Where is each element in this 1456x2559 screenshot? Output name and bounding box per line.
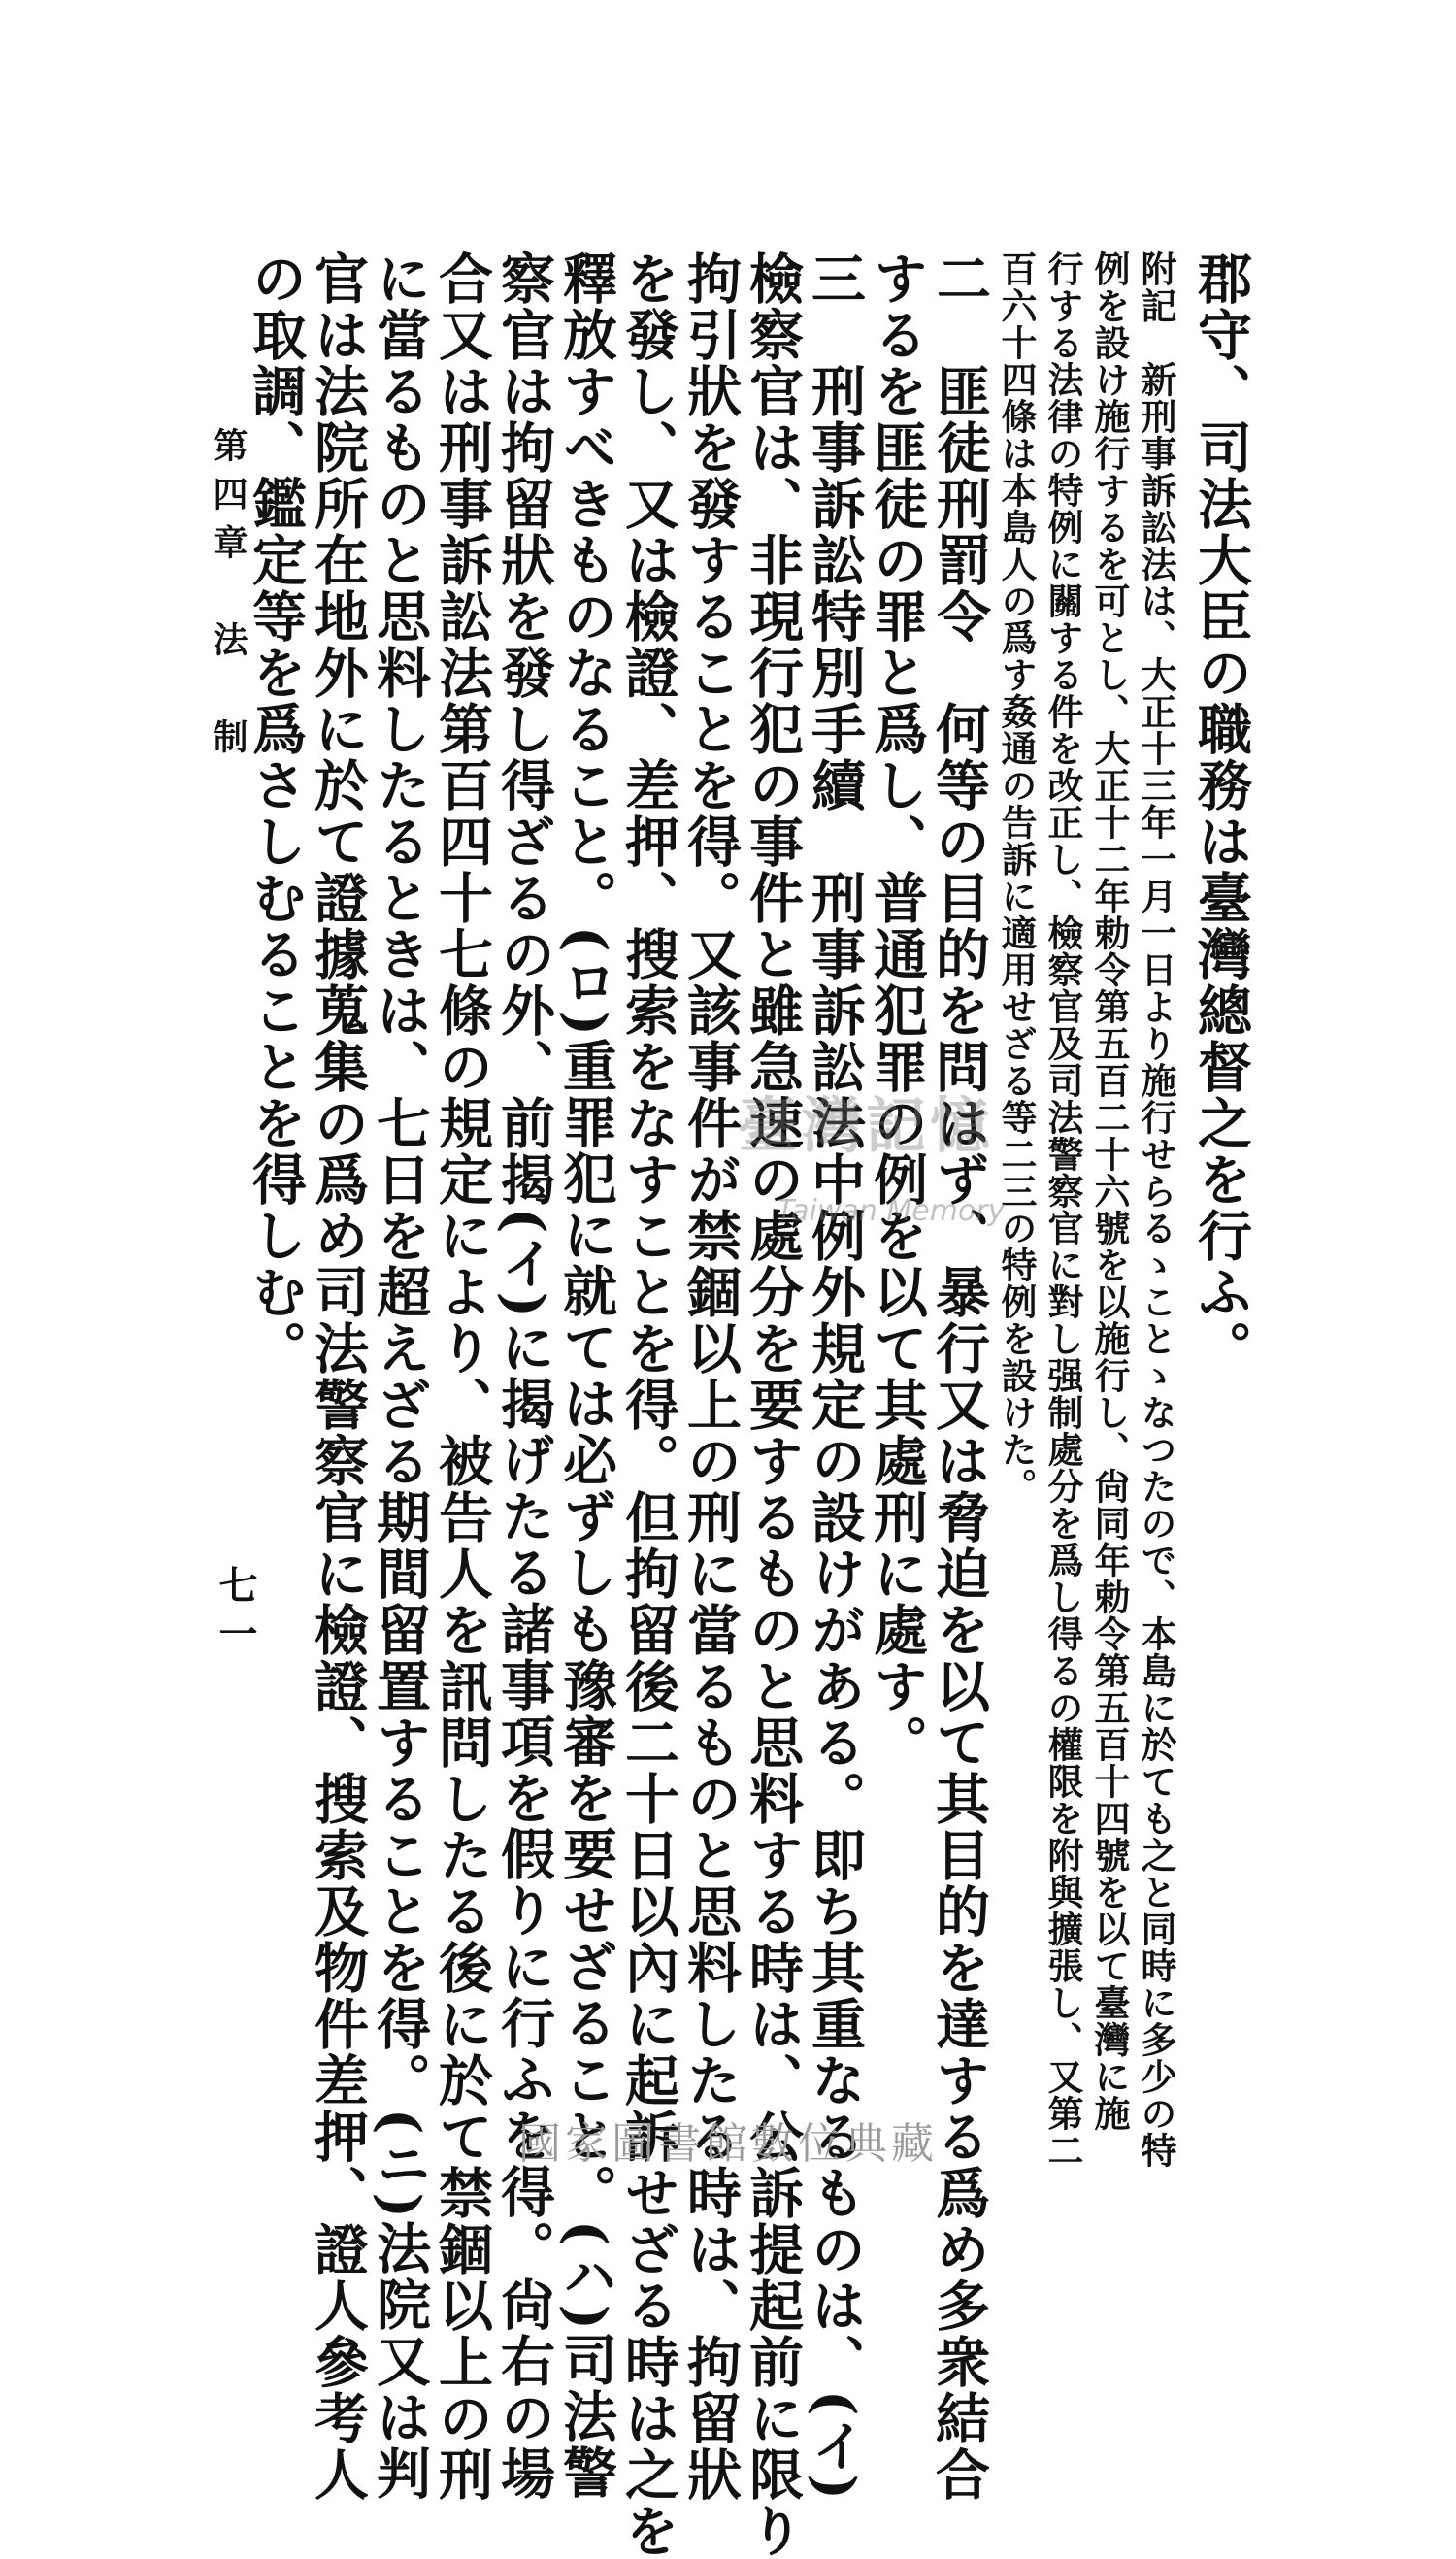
body-line-7: 釋放すべきものなること。(ロ)重罪犯に就ては必ずしも豫審を要せざること。(ハ)司法警 xyxy=(554,250,618,2501)
page-number: 七一 xyxy=(213,1565,258,1662)
body-line-6: を發し、又は檢證、差押、搜索をなすことを得。但拘留後二十日以內に起訴せざる時は之を xyxy=(616,250,680,2559)
body-line-9: 合又は刑事訴訟法第百四十七條の規定により、被告人を訊問したる後に於て禁錮以上の刑 xyxy=(430,250,494,2503)
body-line-5: 拘引狀を發することを得。又該事件が禁錮以上の刑に當るものと思料したる時は、拘留狀 xyxy=(678,250,743,2503)
running-head: 第四章 法 制 xyxy=(208,427,248,767)
body-line-10: に當るものと思料したるときは、七日を超えざる期間留置することを得。(ニ)法院又は判 xyxy=(368,250,432,2502)
section3-line-1: 三 刑事訴訟特別手續 刑事訴訟法中例外規定の設けがある。即ち其重なるものは、(イ) xyxy=(803,250,867,2502)
footer-credit: 國家圖書館數位典藏 xyxy=(518,2119,938,2169)
note-line-3: 行する法律の特例に關する件を改正し、檢察官及司法警察官に對し强制處分を爲し得るの權限を附與擴張し、又第二 xyxy=(1042,250,1084,2169)
note-line-2: 例を設け施行するを可とし、大正十二年勅令第五百二十六號を以施行し、尙同年勅令第五百十四號を以て臺灣に施 xyxy=(1088,250,1131,2132)
section2-line-1: 二 匪徒刑罰令 何等の目的を問はず、暴行又は脅迫を以て其目的を達する爲め多衆結合 xyxy=(927,250,991,2503)
watermark-cjk: 臺灣記憶 xyxy=(738,1090,995,1161)
note-line-4: 百六十四條は本島人の爲す姦通の告訴に適用せざる等二三の特例を設けた。 xyxy=(995,250,1038,1505)
body-line-12: の取調、鑑定等を爲さしむることを得しむ。 xyxy=(244,250,308,1377)
section2-line-2: するを匪徒の罪と爲し、普通犯罪の例を以て其處刑に處す。 xyxy=(865,250,929,1771)
body-line-4: 檢察官は、非現行犯の事件と雖急速の處分を要するものと思料する時は、公訴提起前に限り xyxy=(741,250,805,2559)
body-line-11: 官は法院所在地外に於て證據蒐集の爲め司法警察官に檢證、搜索及物件差押、證人參考人 xyxy=(306,250,370,2503)
body-line-8: 察官は拘留狀を發し得ざるの外、前揭(イ)に揭げたる諸事項を假りに行ふを得。尙右の場 xyxy=(492,250,556,2502)
text-line-1: 郡守、司法大臣の職務は臺灣總督之を行ふ。 xyxy=(1189,250,1253,1377)
note-line-1: 附記 新刑事訴訟法は、大正十三年一月一日より施行せらるゝことゝなつたので、本島に於ても之と同時に多少の特 xyxy=(1135,250,1177,2169)
watermark-latin: Taiwan Memory xyxy=(777,1194,1006,1228)
note-label: 附記 xyxy=(1135,250,1177,324)
section2-heading: 二 匪徒刑罰令 xyxy=(928,250,991,645)
